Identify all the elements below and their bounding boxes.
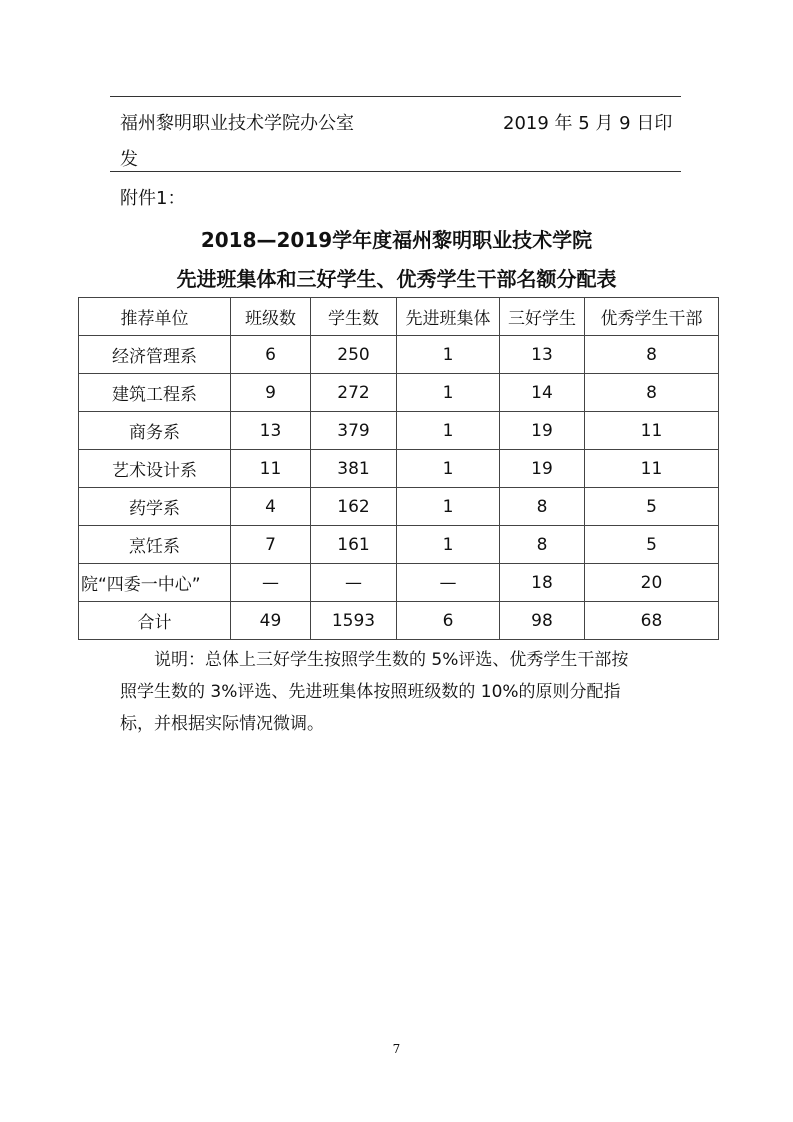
table-cell-unit: 建筑工程系 [79,374,231,412]
document-title-line2: 先进班集体和三好学生、优秀学生干部名额分配表 [176,267,617,291]
table-cell-unit: 烹饪系 [79,526,231,564]
table-cell: 162 [311,488,397,526]
explanation-note [120,644,695,740]
table-cell: 8 [585,336,719,374]
table-cell: 8 [500,526,585,564]
table-cell-unit: 药学系 [79,488,231,526]
issue-date-tail: 发 [120,149,138,170]
table-cell: 6 [231,336,311,374]
column-header: 优秀学生干部 [585,298,719,336]
table-cell-unit: 合计 [79,602,231,640]
table-cell: 11 [585,450,719,488]
table-cell: 1 [397,412,500,450]
table-row [79,488,719,526]
table-cell: 20 [585,564,719,602]
table-cell: 9 [231,374,311,412]
table-cell-unit: 商务系 [79,412,231,450]
column-header: 学生数 [311,298,397,336]
table-cell: 5 [585,488,719,526]
table-cell: 13 [500,336,585,374]
table-cell: 250 [311,336,397,374]
table-cell: 68 [585,602,719,640]
column-header: 先进班集体 [397,298,500,336]
table-cell: 7 [231,526,311,564]
note-line: 标，并根据实际情况微调。 [120,714,324,734]
document-title-line1: 2018—2019学年度福州黎明职业技术学院 [200,228,593,252]
table-cell: 4 [231,488,311,526]
table-cell: — [231,564,311,602]
column-header: 推荐单位 [79,298,231,336]
table-row [79,336,719,374]
table-cell: 5 [585,526,719,564]
table-row [79,450,719,488]
table-cell: 98 [500,602,585,640]
table-cell-unit: 院“四委一中心” [79,564,231,602]
table-cell: 1 [397,374,500,412]
table-cell: 1 [397,526,500,564]
table-cell: — [311,564,397,602]
table-cell: 272 [311,374,397,412]
header-top-rule [110,96,681,97]
table-cell: 1593 [311,602,397,640]
table-cell: 11 [231,450,311,488]
table-cell: 18 [500,564,585,602]
table-cell: 11 [585,412,719,450]
table-cell: 161 [311,526,397,564]
table-cell: 8 [585,374,719,412]
table-row [79,412,719,450]
table-cell-unit: 艺术设计系 [79,450,231,488]
table-cell: 14 [500,374,585,412]
table-cell: 8 [500,488,585,526]
header-bottom-rule [110,171,681,172]
table-total-row [79,602,719,640]
table-cell: 1 [397,450,500,488]
page-number: 7 [392,1042,401,1056]
table-cell-unit: 经济管理系 [79,336,231,374]
allocation-table [78,297,719,640]
attachment-label: 附件1： [120,188,186,209]
table-cell: 19 [500,412,585,450]
table-cell: 1 [397,488,500,526]
table-header-row [79,298,719,336]
table-cell: 49 [231,602,311,640]
note-line: 说明：总体上三好学生按照学生数的 5%评选、优秀学生干部按 [154,650,629,670]
table-cell: 13 [231,412,311,450]
table-cell: 6 [397,602,500,640]
table-row [79,526,719,564]
issuer-office: 福州黎明职业技术学院办公室 [120,113,354,134]
table-cell: 381 [311,450,397,488]
note-line: 照学生数的 3%评选、先进班集体按照班级数的 10%的原则分配指 [120,682,621,702]
table-row [79,564,719,602]
column-header: 班级数 [231,298,311,336]
table-cell: 379 [311,412,397,450]
table-cell: — [397,564,500,602]
table-cell: 19 [500,450,585,488]
table-cell: 1 [397,336,500,374]
table-row [79,374,719,412]
issue-date: 2019 年 5 月 9 日印 [503,113,673,134]
column-header: 三好学生 [500,298,585,336]
